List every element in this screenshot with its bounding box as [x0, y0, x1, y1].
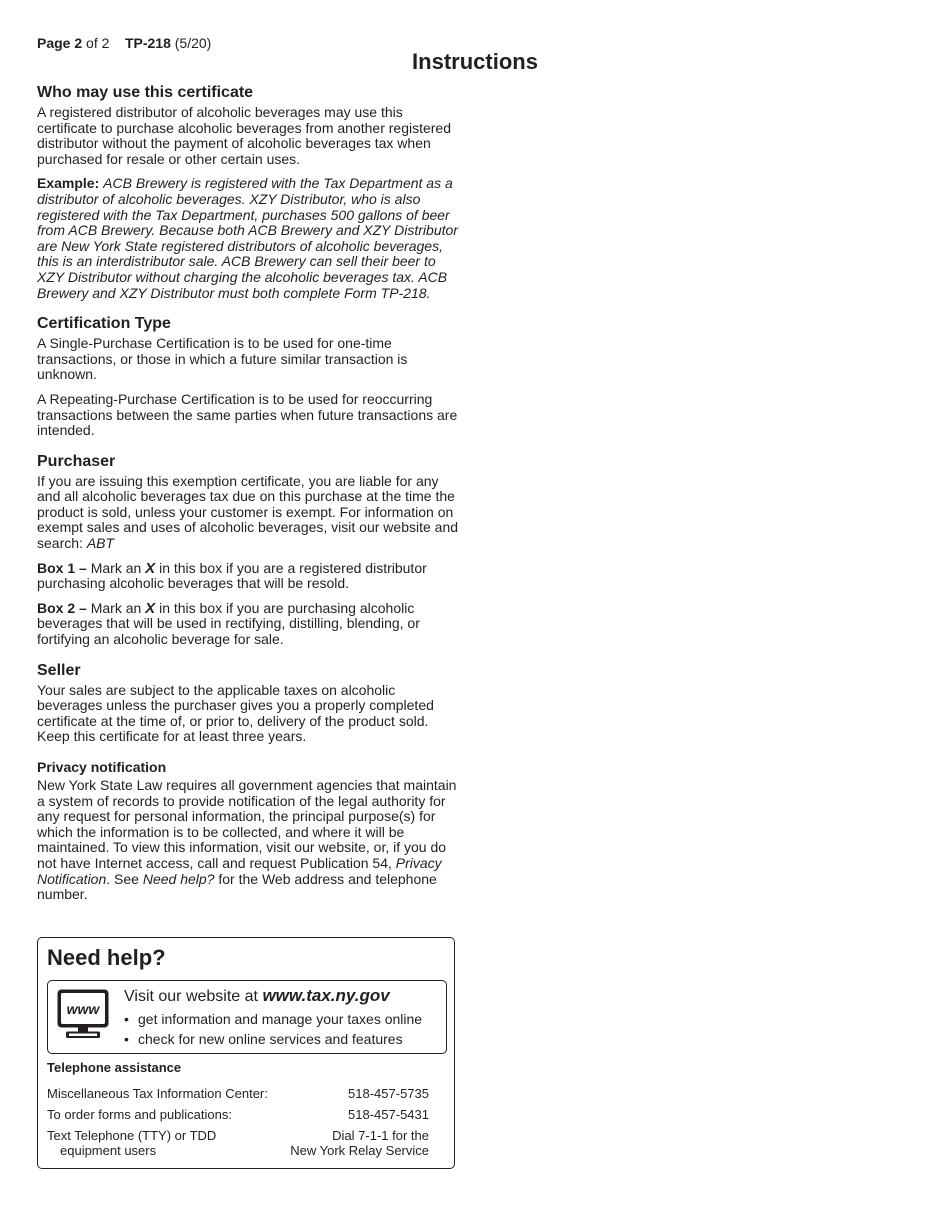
tty-value-line-2: New York Relay Service [290, 1143, 429, 1158]
cert-type-repeating: A Repeating-Purchase Certification is to be used for reoccurring transactions between the same parties when future transactions are intended. [37, 390, 458, 439]
phone-number: 518-457-5735 [348, 1086, 429, 1101]
purchaser-body-text: If you are issuing this exemption certificate, you are liable for any and all alcoholic beverages tax due on this purchase at the time the product is sold, unless your customer is exempt. For information on exempt sales and uses of alcoholic beverages, visit our website and search: [37, 472, 459, 552]
privacy-body-mid: . See [106, 870, 139, 887]
instructions-column [37, 84, 462, 912]
seller-heading: Seller [37, 661, 81, 679]
purchaser-heading: Purchaser [37, 452, 116, 470]
who-heading: Who may use this certificate [37, 84, 254, 101]
website-features [124, 1009, 422, 1049]
box2-label: Box 2 – [37, 599, 87, 616]
bullet-2-dot: • [124, 1031, 129, 1047]
visit-website [124, 986, 390, 1007]
purchaser-section [37, 453, 462, 648]
seller-section [37, 662, 462, 745]
bullet-1-text: get information and manage your taxes online [138, 1011, 423, 1027]
visit-text: Visit our website at [124, 988, 258, 1005]
example-text: ACB Brewery is registered with the Tax Department as a distributor of alcoholic beverages. XZY Distributor, who is also registered with the Tax Department, purchases 500 gallons of beer from ACB Brewery. Because both ACB Brewery and XZY Distributor are New York State registered distributors of alcoholic beverages, this is an interdistributor sale. ACB Brewery can sell their beer to XZY Distributor without charging the alcoholic beverages tax. ACB Brewery and XZY Distributor must both complete Form TP-218. [37, 175, 458, 301]
tty-label-line-1: Text Telephone (TTY) or TDD [47, 1128, 217, 1143]
need-help-title: Need help? [47, 945, 166, 970]
tty-label-line-2: equipment users [60, 1143, 157, 1158]
bullet-2-text: check for new online services and features [138, 1031, 403, 1047]
who-section [37, 84, 462, 301]
who-body: A registered distributor of alcoholic beverages may use this certificate to purchase alcoholic beverages from another registered distributor without the payment of alcoholic beverages tax when purchased for resale or other certain uses. [37, 104, 451, 167]
box1-x-mark: X [145, 559, 156, 577]
privacy-body [37, 778, 462, 903]
cert-type-single: A Single-Purchase Certification is to be used for one-time transactions, or those in which a future similar transaction is unknown. [37, 335, 408, 383]
page-total: of 2 [86, 35, 110, 51]
need-help-box [37, 937, 455, 1169]
need-help-reference: Need help? [142, 870, 215, 887]
cert-type-section [37, 315, 462, 439]
cert-type-heading: Certification Type [37, 315, 171, 333]
who-example [37, 176, 462, 301]
privacy-body-end: for the Web address and telephone number. [37, 870, 437, 903]
page-title: Instructions [412, 49, 538, 74]
tty-label [47, 1128, 216, 1158]
search-term: ABT [86, 535, 115, 552]
privacy-section [37, 759, 462, 903]
box2-pre: Mark an [90, 599, 142, 616]
tty-value-line-1: Dial 7-1-1 for the [332, 1128, 429, 1143]
page-number: Page 2 [37, 35, 83, 51]
website-box [47, 980, 447, 1054]
box1-label: Box 1 – [37, 559, 87, 576]
www-icon-text: www [66, 1001, 100, 1017]
publication-title: Privacy Notification [37, 854, 442, 887]
box2-post: in this box if you are purchasing alcoholic beverages that will be used in rectifying, distilling, blending, or fortifying an alcoholic beverage for sale. [37, 599, 420, 648]
box1-post: in this box if you are a registered distributor purchasing alcoholic beverages that will be resold. [37, 559, 427, 592]
box2-x-mark: X [145, 599, 156, 617]
bullet-1-dot: • [124, 1011, 129, 1027]
purchaser-body [37, 474, 462, 552]
example-label: Example: [37, 175, 100, 192]
monitor-www-icon [56, 988, 110, 1040]
tty-value [290, 1128, 429, 1158]
website-link[interactable]: www.tax.ny.gov [262, 986, 390, 1005]
seller-body: Your sales are subject to the applicable taxes on alcoholic beverages unless the purchaser gives you a properly completed certificate at the time of, or prior to, delivery of the product sold. Keep this certificate for at least three years. [37, 681, 434, 745]
phone-number: 518-457-5431 [348, 1107, 429, 1122]
privacy-body-text: New York State Law requires all government agencies that maintain a system of records to provide notification of the legal authority for any request for personal information, the principal purpose(s) for which the information is to be collected, and where it will be maintained. To view this information, visit our website, or, if you do not have Internet access, call and request Publication 54, [37, 777, 457, 871]
list-item [124, 1029, 422, 1049]
form-date: (5/20) [174, 35, 212, 51]
phone-label: To order forms and publications: [47, 1107, 232, 1122]
box1-instruction [37, 561, 462, 592]
telephone-heading: Telephone assistance [47, 1060, 182, 1075]
form-id: TP-218 [124, 35, 171, 51]
box1-pre: Mark an [90, 559, 142, 576]
phone-label: Miscellaneous Tax Information Center: [47, 1086, 268, 1101]
box2-instruction [37, 601, 462, 648]
privacy-heading: Privacy notification [37, 759, 167, 775]
list-item [124, 1009, 422, 1029]
